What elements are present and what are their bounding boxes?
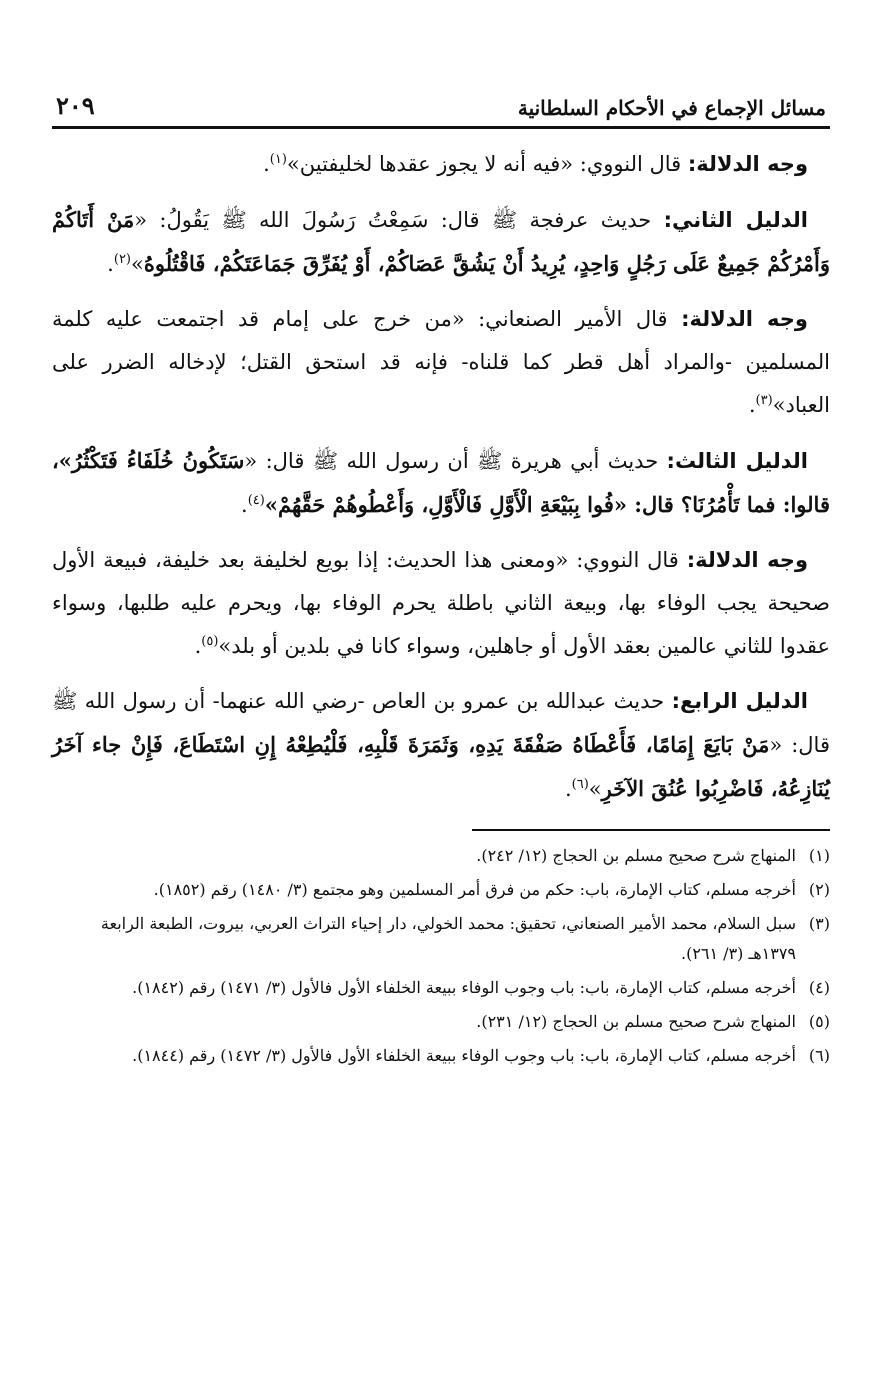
footnote-number: (٥) xyxy=(808,1012,830,1031)
paragraph-end: . xyxy=(263,152,270,176)
book-page xyxy=(52,80,830,1075)
page-number: ٢٠٩ xyxy=(56,91,95,120)
paragraph-label: الدليل الثالث: xyxy=(666,449,809,473)
footnote-item xyxy=(52,841,830,871)
hadith-text: مَنْ بَايَعَ إِمَامًا، فَأَعْطَاهُ صَفْقَةَ يَدِهِ، وَثَمَرَةَ قَلْبِهِ، فَلْيُطِعْهُ إِنِ اسْتَطَاعَ، فَإِنْ جاء آخَرُ يُنَازِعُهُ، فَاضْرِبُوا عُنُقَ الآخَرِ xyxy=(52,732,830,801)
footnote-item xyxy=(52,973,830,1003)
footnote-divider xyxy=(472,829,830,831)
footnote-ref: (٥) xyxy=(201,634,219,649)
body-text xyxy=(52,143,830,811)
paragraph xyxy=(52,539,830,668)
footnote-text: سبل السلام، محمد الأمير الصنعاني، تحقيق: محمد الخولي، دار إحياء التراث العربي، بيروت، الطبعة الرابعة ١٣٧٩هـ (٣/ ٢٦١). xyxy=(100,914,796,963)
footnote-text: أخرجه مسلم، كتاب الإمارة، باب: باب وجوب الوفاء ببيعة الخلفاء الأول فالأول (٣/ ١٤٧١) رقم (١٨٤٢). xyxy=(132,978,796,997)
paragraph-end: . xyxy=(564,777,572,801)
footnotes-list xyxy=(52,841,830,1071)
paragraph-end: . xyxy=(241,493,248,517)
footnote-ref: (٦) xyxy=(571,777,589,792)
paragraph-after: »، قالوا: فما تَأْمُرُنَا؟ قال: «فُوا بِبَيْعَةِ الْأَوَّلِ فَالْأَوَّلِ، وَأَعْطُوهُمْ حَقَّهُمْ» xyxy=(52,448,830,517)
paragraph-text: حديث عرفجة ﷺ قال: سَمِعْتُ رَسُولَ الله ﷺ يَقُولُ: « xyxy=(134,208,664,232)
paragraph-label: الدليل الرابع: xyxy=(671,689,809,713)
footnote-text: أخرجه مسلم، كتاب الإمارة، باب: حكم من فرق أمر المسلمين وهو مجتمع (٣/ ١٤٨٠) رقم (١٨٥٢). xyxy=(153,880,796,899)
paragraph-end: . xyxy=(194,634,202,658)
paragraph-text: قال الأمير الصنعاني: «من خرج على إمام قد اجتمعت عليه كلمة المسلمين -والمراد أهل قطر كما قلناه- فإنه قد استحق القتل؛ لإدخاله الضرر على العباد» xyxy=(52,307,830,417)
footnote-number: (١) xyxy=(808,846,830,865)
hadith-text: مَنْ أَتَاكُمْ وَأَمْرُكُمْ جَمِيعٌ عَلَى رَجُلٍ وَاحِدٍ، يُرِيدُ أَنْ يَشُقَّ عَصَاكُمْ، أَوْ يُفَرِّقَ جَمَاعَتَكُمْ، فَاقْتُلُوهُ xyxy=(52,207,830,276)
footnote-item xyxy=(52,1007,830,1037)
running-header xyxy=(52,80,830,129)
paragraph xyxy=(52,143,830,186)
footnote-number: (٤) xyxy=(808,978,830,997)
footnote-ref: (٤) xyxy=(247,493,265,508)
paragraph-text: حديث أبي هريرة ﷺ أن رسول الله ﷺ قال: « xyxy=(244,449,667,473)
paragraph-label: وجه الدلالة: xyxy=(681,307,808,331)
footnote-text: أخرجه مسلم، كتاب الإمارة، باب: باب وجوب الوفاء ببيعة الخلفاء الأول فالأول (٣/ ١٤٧٢) رقم (١٨٤٤). xyxy=(132,1046,796,1065)
paragraph-text: قال النووي: «ومعنى هذا الحديث: إذا بويع لخليفة بعد خليفة، فبيعة الأول صحيحة يجب الوفاء بها، وبيعة الثاني باطلة يحرم الوفاء بها، ويحرم عليه طلبها، وسواء عقدوا للثاني عالمين بعقد الأول أو جاهلين، وسواء كانا في بلدين أو بلد» xyxy=(52,548,830,658)
paragraph xyxy=(52,198,830,286)
footnote-number: (٢) xyxy=(808,880,830,899)
paragraph xyxy=(52,298,830,427)
footnote-item xyxy=(52,1041,830,1071)
paragraph-text: قال النووي: «فيه أنه لا يجوز عقدها لخليفتين» xyxy=(286,152,688,176)
paragraph-label: وجه الدلالة: xyxy=(687,152,808,176)
paragraph-text: حديث عبدالله بن عمرو بن العاص -رضي الله عنهما- أن رسول الله ﷺ قال: « xyxy=(52,689,830,757)
footnote-ref: (٣) xyxy=(755,393,773,408)
footnote-text: المنهاج شرح صحيح مسلم بن الحجاج (١٢/ ٢٤٢). xyxy=(476,846,796,865)
header-title: مسائل الإجماع في الأحكام السلطانية xyxy=(517,96,826,120)
paragraph-end: . xyxy=(107,252,114,276)
footnote-item xyxy=(52,909,830,969)
paragraph-label: وجه الدلالة: xyxy=(686,548,808,572)
paragraph-after: » xyxy=(131,252,144,276)
paragraph xyxy=(52,680,830,811)
footnote-item xyxy=(52,875,830,905)
footnote-number: (٦) xyxy=(808,1046,830,1065)
footnote-number: (٣) xyxy=(808,914,830,933)
footnote-ref: (١) xyxy=(269,152,287,167)
footnote-ref: (٢) xyxy=(113,252,131,267)
paragraph-after: » xyxy=(588,777,602,801)
paragraph-label: الدليل الثاني: xyxy=(663,208,808,232)
footnote-text: المنهاج شرح صحيح مسلم بن الحجاج (١٢/ ٢٣١). xyxy=(476,1012,796,1031)
paragraph xyxy=(52,439,830,527)
paragraph-end: . xyxy=(748,393,756,417)
hadith-text: سَتَكُونُ خُلَفَاءُ فَتَكْثُرُ xyxy=(71,448,245,473)
